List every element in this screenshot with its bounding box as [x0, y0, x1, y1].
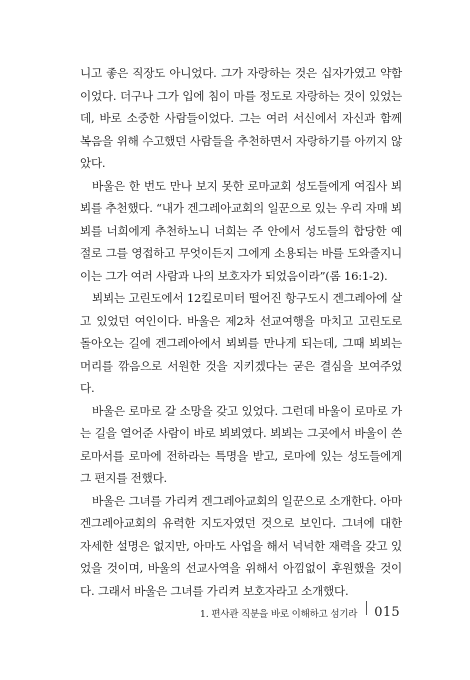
- page-number: 015: [374, 605, 400, 620]
- body-text: [80, 62, 402, 602]
- running-head: 1. 편사관 직분을 바로 이해하고 섬기라: [199, 608, 358, 620]
- paragraph-continuation: 니고 좋은 직장도 아니었다. 그가 자랑하는 것은 십자가였고 약함이었다. 더구나 그가 입에 침이 마를 정도로 자랑하는 것이 있었는데, 바로 소중한 사람들이었다. 그는 여러 서신에서 자신과 함께 복음을 위해 수고했던 사람들을 추천하면서 자랑하기를 아끼지 않았다.: [80, 66, 402, 170]
- paragraph-phoebe-recommendation: 바울은 한 번도 만나 보지 못한 로마교회 성도들에게 여집사 뵈뵈를 추천했다. “내가 겐그레아교회의 일꾼으로 있는 우리 자매 뵈뵈를 너희에게 추천하노니 너희는 주 안에서 성도들의 합당한 예절로 그를 영접하고 무엇이든지 그에게 소용되는 바를 도와줄지니 이는 그가 여러 사람과 나의 보호자가 되었음이라”(롬 16:1-2).: [80, 178, 402, 283]
- paragraph-phoebe-cenchreae: 뵈뵈는 고린도에서 12킬로미터 떨어진 항구도시 겐그레아에 살고 있었던 여인이다. 바울은 제2차 선교여행을 마치고 고린도로 돌아오는 길에 겐그레아에서 뵈뵈를 만나게 되는데, 그때 뵈뵈는 머리를 깎음으로 서원한 것을 지키겠다는 굳은 결심을 보여주었다.: [80, 291, 402, 395]
- paragraph-road-to-rome: 바울은 로마로 갈 소망을 갖고 있었다. 그런데 바울이 로마로 가는 길을 열어준 사람이 바로 뵈뵈였다. 뵈뵈는 그곳에서 바울이 쓴 로마서를 로마에 전하라는 특명을 받고, 로마에 있는 성도들에게 그 편지를 전했다.: [80, 403, 402, 485]
- footer-divider: [366, 601, 367, 615]
- paragraph-phoebe-servant: 바울은 그녀를 가리켜 겐그레아교회의 일꾼으로 소개한다. 아마 겐그레아교회의 유력한 지도자였던 것으로 보인다. 그녀에 대한 자세한 설명은 없지만, 아마도 사업을 해서 넉넉한 재력을 갖고 있었을 것이며, 바울의 선교사역을 위해서 아낌없이 후원했을 것이다. 그래서 바울은 그녀를 가리켜 보호자라고 소개했다.: [80, 493, 402, 598]
- page-footer: [200, 605, 400, 620]
